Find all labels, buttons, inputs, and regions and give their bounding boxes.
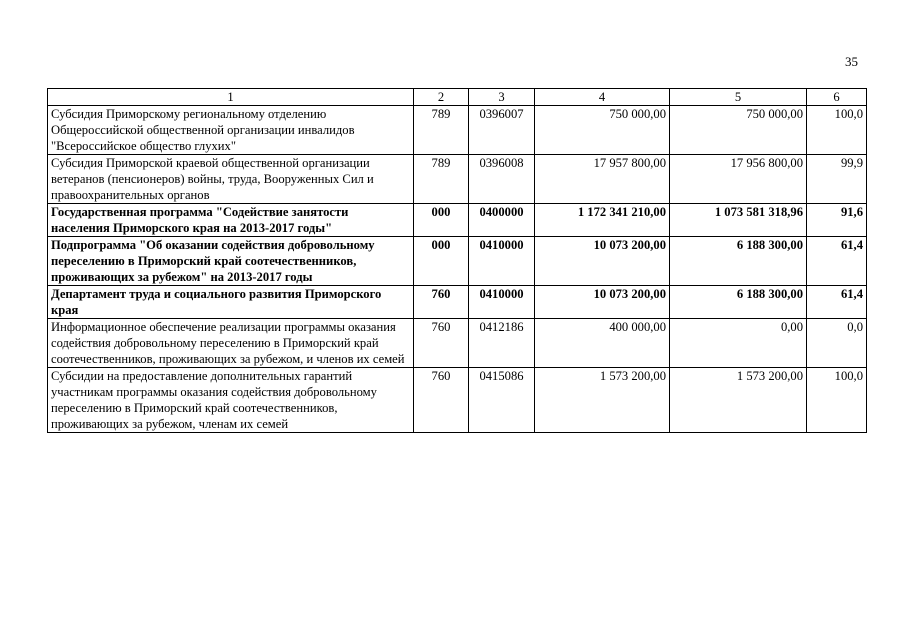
row-col2: 760 — [414, 319, 469, 368]
table-row — [48, 319, 867, 368]
row-col4: 10 073 200,00 — [535, 286, 670, 319]
table-row — [48, 155, 867, 204]
row-col5: 6 188 300,00 — [670, 237, 807, 286]
table-row — [48, 286, 867, 319]
header-col-3: 3 — [469, 89, 535, 106]
row-col6: 61,4 — [807, 286, 867, 319]
row-col5: 1 073 581 318,96 — [670, 204, 807, 237]
row-col4: 1 172 341 210,00 — [535, 204, 670, 237]
row-col6: 100,0 — [807, 368, 867, 433]
row-name: Государственная программа "Содействие занятости населения Приморского края на 2013-2017 годы" — [48, 204, 414, 237]
header-col-2: 2 — [414, 89, 469, 106]
row-name: Информационное обеспечение реализации программы оказания содействия добровольному переселению в Приморский край соотечественников, проживающих за рубежом, и членов их семей — [48, 319, 414, 368]
row-name: Подпрограмма "Об оказании содействия добровольному переселению в Приморский край соотечественников, проживающих за рубежом" на 2013-2017 годы — [48, 237, 414, 286]
row-col3: 0396008 — [469, 155, 535, 204]
table-row — [48, 106, 867, 155]
row-col2: 789 — [414, 106, 469, 155]
row-col4: 17 957 800,00 — [535, 155, 670, 204]
row-col4: 400 000,00 — [535, 319, 670, 368]
row-col3: 0412186 — [469, 319, 535, 368]
table-row — [48, 204, 867, 237]
row-col6: 99,9 — [807, 155, 867, 204]
row-name: Субсидия Приморскому региональному отделению Общероссийской общественной организации инвалидов "Всероссийское общество глухих" — [48, 106, 414, 155]
row-col3: 0415086 — [469, 368, 535, 433]
row-col2: 000 — [414, 204, 469, 237]
row-name: Департамент труда и социального развития Приморского края — [48, 286, 414, 319]
row-col5: 0,00 — [670, 319, 807, 368]
row-col5: 17 956 800,00 — [670, 155, 807, 204]
row-col5: 1 573 200,00 — [670, 368, 807, 433]
row-col4: 1 573 200,00 — [535, 368, 670, 433]
row-name: Субсидии на предоставление дополнительных гарантий участникам программы оказания содействия добровольному переселению в Приморский край соотечественников, проживающих за рубежом, членам их семей — [48, 368, 414, 433]
budget-table — [47, 88, 867, 433]
row-col3: 0396007 — [469, 106, 535, 155]
row-col6: 100,0 — [807, 106, 867, 155]
row-col3: 0410000 — [469, 237, 535, 286]
row-col6: 61,4 — [807, 237, 867, 286]
row-col3: 0400000 — [469, 204, 535, 237]
header-col-5: 5 — [670, 89, 807, 106]
header-col-1: 1 — [48, 89, 414, 106]
row-name: Субсидия Приморской краевой общественной организации ветеранов (пенсионеров) войны, труда, Вооруженных Сил и правоохранительных органов — [48, 155, 414, 204]
row-col2: 000 — [414, 237, 469, 286]
header-col-6: 6 — [807, 89, 867, 106]
row-col5: 750 000,00 — [670, 106, 807, 155]
table-row — [48, 368, 867, 433]
table-row — [48, 237, 867, 286]
header-row — [48, 89, 867, 106]
row-col6: 91,6 — [807, 204, 867, 237]
row-col3: 0410000 — [469, 286, 535, 319]
row-col2: 760 — [414, 368, 469, 433]
header-col-4: 4 — [535, 89, 670, 106]
page-number: 35 — [845, 54, 858, 69]
row-col4: 10 073 200,00 — [535, 237, 670, 286]
row-col2: 789 — [414, 155, 469, 204]
row-col6: 0,0 — [807, 319, 867, 368]
row-col4: 750 000,00 — [535, 106, 670, 155]
row-col5: 6 188 300,00 — [670, 286, 807, 319]
row-col2: 760 — [414, 286, 469, 319]
